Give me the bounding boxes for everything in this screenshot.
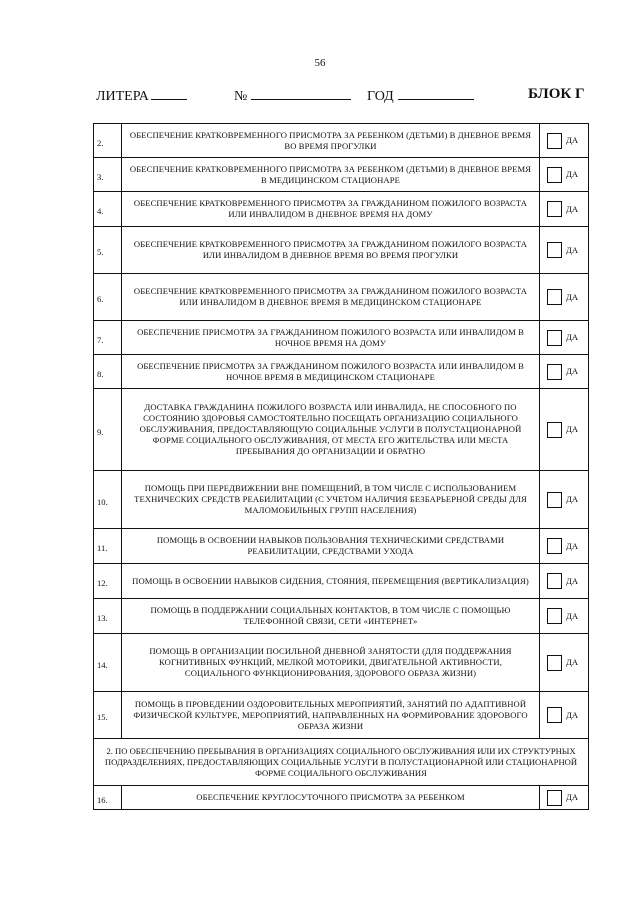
yes-checkbox[interactable] xyxy=(547,492,562,508)
row-number: 10. xyxy=(94,471,122,529)
row-number: 6. xyxy=(94,274,122,321)
yes-checkbox[interactable] xyxy=(547,573,562,589)
row-checkbox-cell xyxy=(540,564,589,599)
yes-label: ДА xyxy=(566,575,579,586)
yes-checkbox[interactable] xyxy=(547,655,562,671)
row-number: 16. xyxy=(94,786,122,810)
yes-checkbox[interactable] xyxy=(547,133,562,149)
yes-label: ДА xyxy=(566,366,579,376)
table-row xyxy=(94,529,589,564)
litera-label: ЛИТЕРА xyxy=(96,89,149,104)
services-table xyxy=(93,123,589,810)
row-service-text: ПОМОЩЬ В ОСВОЕНИИ НАВЫКОВ СИДЕНИЯ, СТОЯНИЯ, ПЕРЕМЕЩЕНИЯ (ВЕРТИКАЛИЗАЦИЯ) xyxy=(122,564,540,599)
row-number: 12. xyxy=(94,564,122,599)
yes-checkbox[interactable] xyxy=(547,167,562,183)
yes-checkbox[interactable] xyxy=(547,538,562,554)
row-checkbox-cell xyxy=(540,321,589,355)
yes-label: ДА xyxy=(566,244,579,255)
yes-checkbox[interactable] xyxy=(547,289,562,305)
block-label: БЛОК Г xyxy=(528,86,585,102)
row-checkbox-cell xyxy=(540,274,589,321)
year-field xyxy=(367,86,474,105)
row-number: 5. xyxy=(94,227,122,274)
table-row xyxy=(94,274,589,321)
row-number: 3. xyxy=(94,158,122,192)
table-row xyxy=(94,599,589,634)
row-number: 2. xyxy=(94,124,122,158)
row-service-text: ПОМОЩЬ В ПРОВЕДЕНИИ ОЗДОРОВИТЕЛЬНЫХ МЕРОПРИЯТИЙ, ЗАНЯТИЙ ПО АДАПТИВНОЙ ФИЗИЧЕСКОЙ КУЛЬТУРЕ, МЕРОПРИЯТИЙ, НАПРАВЛЕННЫХ НА ФОРМИРОВАНИЕ ЗДОРОВОГО ОБРАЗА ЖИЗНИ xyxy=(122,692,540,739)
row-checkbox-cell xyxy=(540,786,589,810)
row-service-text: ПОМОЩЬ ПРИ ПЕРЕДВИЖЕНИИ ВНЕ ПОМЕЩЕНИЙ, В ТОМ ЧИСЛЕ С ИСПОЛЬЗОВАНИЕМ ТЕХНИЧЕСКИХ СРЕДСТВ РЕАБИЛИТАЦИИ (С УЧЕТОМ НАЛИЧИЯ БЕЗБАРЬЕРНОЙ СРЕДЫ ДЛЯ МАЛОМОБИЛЬНЫХ ГРУПП НАСЕЛЕНИЯ) xyxy=(122,471,540,529)
table-row xyxy=(94,192,589,227)
row-checkbox-cell xyxy=(540,471,589,529)
row-checkbox-cell xyxy=(540,192,589,227)
row-checkbox-cell xyxy=(540,692,589,739)
section-title: 2. ПО ОБЕСПЕЧЕНИЮ ПРЕБЫВАНИЯ В ОРГАНИЗАЦИЯХ СОЦИАЛЬНОГО ОБСЛУЖИВАНИЯ ИЛИ ИХ СТРУКТУРНЫХ ПОДРАЗДЕЛЕНИЯХ, ПРЕДОСТАВЛЯЮЩИХ СОЦИАЛЬНЫЕ УСЛУГИ В ПОЛУСТАЦИОНАРНОЙ ИЛИ СТАЦИОНАРНОЙ ФОРМЕ СОЦИАЛЬНОГО ОБСЛУЖИВАНИЯ xyxy=(94,739,589,786)
row-service-text: ОБЕСПЕЧЕНИЕ КРАТКОВРЕМЕННОГО ПРИСМОТРА ЗА РЕБЕНКОМ (ДЕТЬМИ) В ДНЕВНОЕ ВРЕМЯ ВО ВРЕМЯ ПРОГУЛКИ xyxy=(122,124,540,158)
yes-label: ДА xyxy=(566,709,579,720)
litera-field xyxy=(96,86,187,105)
yes-label: ДА xyxy=(566,169,579,179)
row-checkbox-cell xyxy=(540,227,589,274)
row-service-text: ОБЕСПЕЧЕНИЕ ПРИСМОТРА ЗА ГРАЖДАНИНОМ ПОЖИЛОГО ВОЗРАСТА ИЛИ ИНВАЛИДОМ В НОЧНОЕ ВРЕМЯ НА ДОМУ xyxy=(122,321,540,355)
table-row xyxy=(94,634,589,692)
row-service-text: ПОМОЩЬ В ПОДДЕРЖАНИИ СОЦИАЛЬНЫХ КОНТАКТОВ, В ТОМ ЧИСЛЕ С ПОМОЩЬЮ ТЕЛЕФОННОЙ СВЯЗИ, СЕТИ «ИНТЕРНЕТ» xyxy=(122,599,540,634)
yes-checkbox[interactable] xyxy=(547,422,562,438)
row-number: 15. xyxy=(94,692,122,739)
row-number: 13. xyxy=(94,599,122,634)
table-row xyxy=(94,321,589,355)
table-row xyxy=(94,355,589,389)
table-row xyxy=(94,227,589,274)
yes-checkbox[interactable] xyxy=(547,707,562,723)
row-checkbox-cell xyxy=(540,599,589,634)
yes-label: ДА xyxy=(566,494,579,504)
table-row xyxy=(94,692,589,739)
table-row xyxy=(94,158,589,192)
row-number: 14. xyxy=(94,634,122,692)
yes-label: ДА xyxy=(566,332,579,342)
yes-label: ДА xyxy=(566,540,579,551)
row-service-text: ОБЕСПЕЧЕНИЕ ПРИСМОТРА ЗА ГРАЖДАНИНОМ ПОЖИЛОГО ВОЗРАСТА ИЛИ ИНВАЛИДОМ В НОЧНОЕ ВРЕМЯ В МЕДИЦИНСКОМ СТАЦИОНАРЕ xyxy=(122,355,540,389)
yes-label: ДА xyxy=(566,610,579,621)
number-input[interactable] xyxy=(251,86,351,100)
yes-checkbox[interactable] xyxy=(547,242,562,258)
table-row xyxy=(94,389,589,471)
row-checkbox-cell xyxy=(540,529,589,564)
year-label: ГОД xyxy=(367,89,394,104)
row-checkbox-cell xyxy=(540,158,589,192)
yes-label: ДА xyxy=(566,135,579,145)
row-number: 4. xyxy=(94,192,122,227)
row-checkbox-cell xyxy=(540,389,589,471)
yes-label: ДА xyxy=(566,203,579,214)
table-row xyxy=(94,564,589,599)
yes-label: ДА xyxy=(566,792,579,802)
litera-input[interactable] xyxy=(151,86,187,100)
section-header-row xyxy=(94,739,589,786)
table-row xyxy=(94,471,589,529)
number-field xyxy=(234,86,351,105)
yes-label: ДА xyxy=(566,291,579,302)
yes-label: ДА xyxy=(566,424,579,434)
row-service-text: ПОМОЩЬ В ОРГАНИЗАЦИИ ПОСИЛЬНОЙ ДНЕВНОЙ ЗАНЯТОСТИ (ДЛЯ ПОДДЕРЖАНИЯ КОГНИТИВНЫХ ФУНКЦИЙ, МЕЛКОЙ МОТОРИКИ, ДВИГАТЕЛЬНОЙ АКТИВНОСТИ, СОЦИАЛЬНОГО ФУНКЦИОНИРОВАНИЯ, ЗДОРОВОГО ОБРАЗА ЖИЗНИ) xyxy=(122,634,540,692)
yes-checkbox[interactable] xyxy=(547,608,562,624)
row-number: 8. xyxy=(94,355,122,389)
form-header xyxy=(96,86,586,108)
row-number: 9. xyxy=(94,389,122,471)
yes-checkbox[interactable] xyxy=(547,364,562,380)
yes-label: ДА xyxy=(566,657,579,667)
yes-checkbox[interactable] xyxy=(547,330,562,346)
row-checkbox-cell xyxy=(540,634,589,692)
row-service-text: ОБЕСПЕЧЕНИЕ КРАТКОВРЕМЕННОГО ПРИСМОТРА ЗА ГРАЖДАНИНОМ ПОЖИЛОГО ВОЗРАСТА ИЛИ ИНВАЛИДОМ В ДНЕВНОЕ ВРЕМЯ ВО ВРЕМЯ ПРОГУЛКИ xyxy=(122,227,540,274)
yes-checkbox[interactable] xyxy=(547,790,562,806)
row-checkbox-cell xyxy=(540,355,589,389)
row-service-text: ОБЕСПЕЧЕНИЕ КРАТКОВРЕМЕННОГО ПРИСМОТРА ЗА РЕБЕНКОМ (ДЕТЬМИ) В ДНЕВНОЕ ВРЕМЯ В МЕДИЦИНСКОМ СТАЦИОНАРЕ xyxy=(122,158,540,192)
table-row xyxy=(94,786,589,810)
row-checkbox-cell xyxy=(540,124,589,158)
year-input[interactable] xyxy=(398,86,474,100)
row-number: 11. xyxy=(94,529,122,564)
row-service-text: ОБЕСПЕЧЕНИЕ КРУГЛОСУТОЧНОГО ПРИСМОТРА ЗА РЕБЕНКОМ xyxy=(122,786,540,810)
row-number: 7. xyxy=(94,321,122,355)
row-service-text: ПОМОЩЬ В ОСВОЕНИИ НАВЫКОВ ПОЛЬЗОВАНИЯ ТЕХНИЧЕСКИМИ СРЕДСТВАМИ РЕАБИЛИТАЦИИ, СРЕДСТВАМИ УХОДА xyxy=(122,529,540,564)
row-service-text: ОБЕСПЕЧЕНИЕ КРАТКОВРЕМЕННОГО ПРИСМОТРА ЗА ГРАЖДАНИНОМ ПОЖИЛОГО ВОЗРАСТА ИЛИ ИНВАЛИДОМ В ДНЕВНОЕ ВРЕМЯ НА ДОМУ xyxy=(122,192,540,227)
page-number: 56 xyxy=(314,57,326,69)
yes-checkbox[interactable] xyxy=(547,201,562,217)
row-service-text: ОБЕСПЕЧЕНИЕ КРАТКОВРЕМЕННОГО ПРИСМОТРА ЗА ГРАЖДАНИНОМ ПОЖИЛОГО ВОЗРАСТА ИЛИ ИНВАЛИДОМ В ДНЕВНОЕ ВРЕМЯ В МЕДИЦИНСКОМ СТАЦИОНАРЕ xyxy=(122,274,540,321)
table-row xyxy=(94,124,589,158)
row-service-text: ДОСТАВКА ГРАЖДАНИНА ПОЖИЛОГО ВОЗРАСТА ИЛИ ИНВАЛИДА, НЕ СПОСОБНОГО ПО СОСТОЯНИЮ ЗДОРОВЬЯ САМОСТОЯТЕЛЬНО ПОСЕЩАТЬ ОРГАНИЗАЦИЮ СОЦИАЛЬНОГО ОБСЛУЖИВАНИЯ, ПРЕДОСТАВЛЯЮЩУЮ СОЦИАЛЬНЫЕ УСЛУГИ В ПОЛУСТАЦИОНАРНОЙ ФОРМЕ СОЦИАЛЬНОГО ОБСЛУЖИВАНИЯ, ОТ МЕСТА ЕГО ЖИТЕЛЬСТВА ИЛИ МЕСТА ПРЕБЫВАНИЯ ДО ОРГАНИЗАЦИИ И ОБРАТНО xyxy=(122,389,540,471)
number-label: № xyxy=(234,89,248,104)
